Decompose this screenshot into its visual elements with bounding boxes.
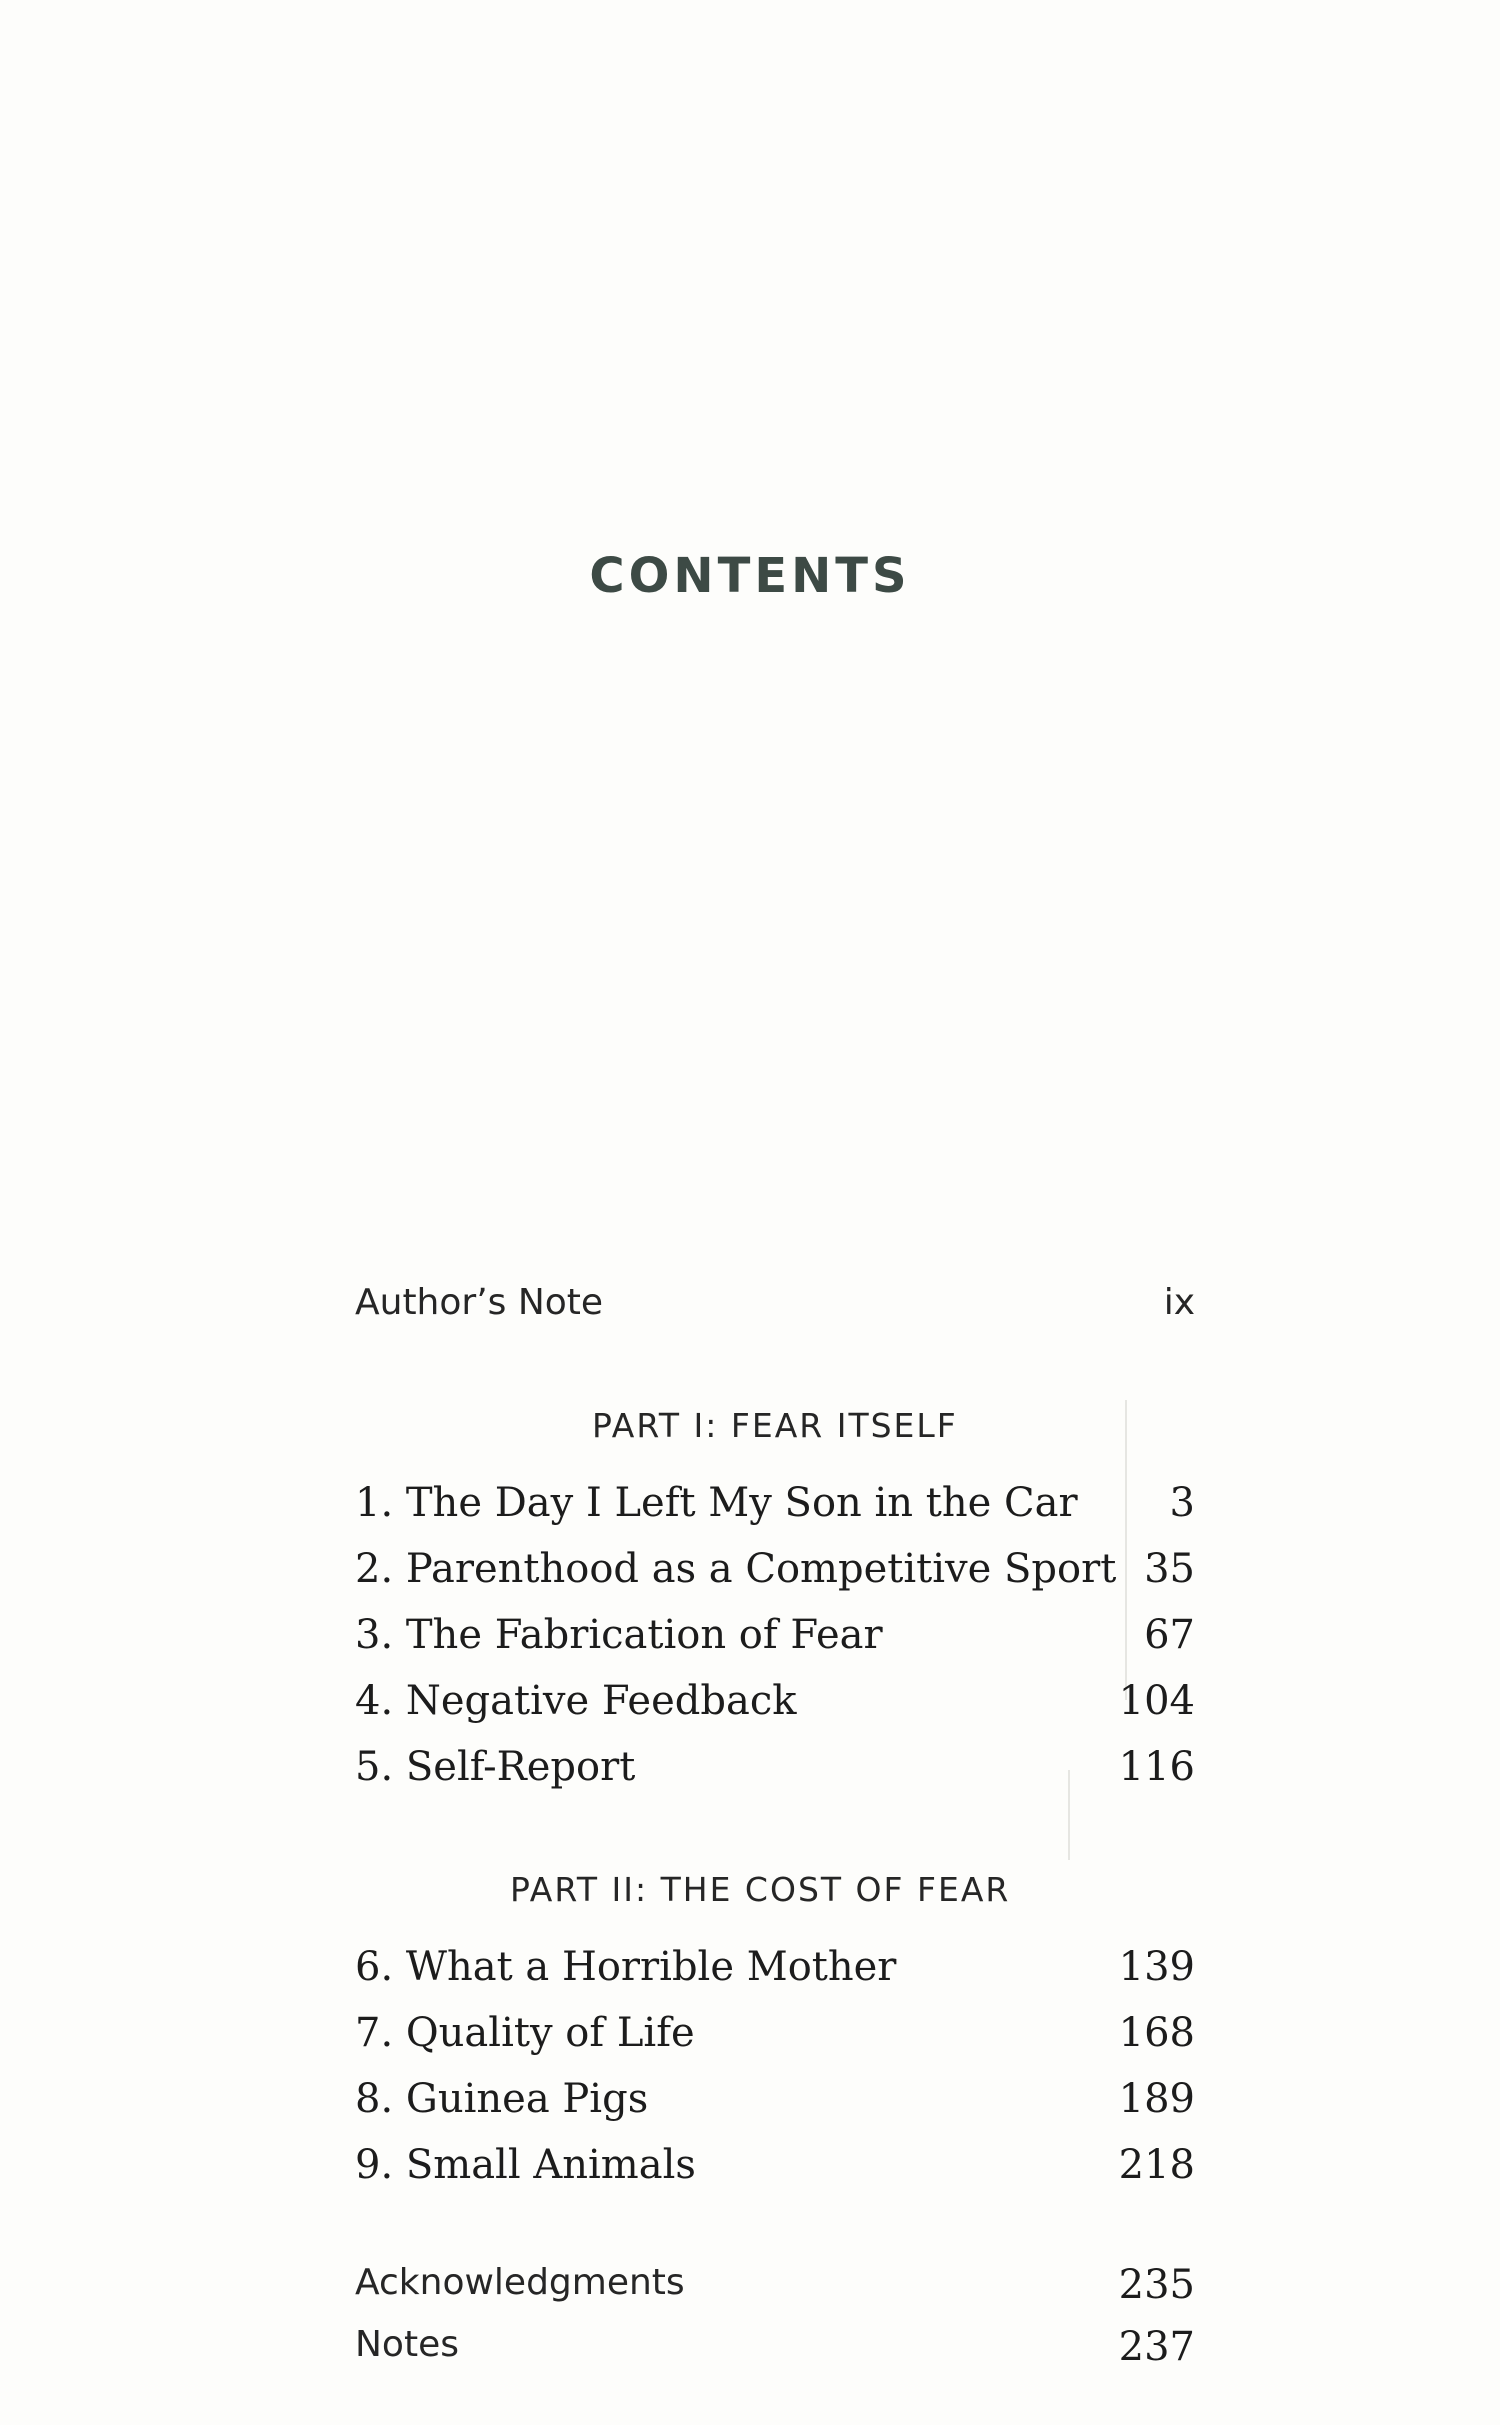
toc-entry-label: Acknowledgments — [355, 2262, 685, 2303]
toc-entry-page: ix — [1163, 1282, 1195, 1323]
toc-entry-page: 168 — [1118, 2010, 1195, 2056]
toc-entry-label: 6. What a Horrible Mother — [355, 1944, 897, 1990]
toc-entry-chapter-2[interactable] — [355, 1546, 1195, 1606]
toc-entry-label: Author’s Note — [355, 1282, 604, 1323]
toc-entry-chapter-8[interactable] — [355, 2076, 1195, 2136]
toc-entry-label: 7. Quality of Life — [355, 2010, 695, 2056]
toc-entry-notes[interactable] — [355, 2324, 1195, 2384]
toc-entry-label: 9. Small Animals — [355, 2142, 696, 2188]
toc-entry-page: 35 — [1144, 1546, 1195, 1592]
toc-entry-page: 104 — [1118, 1678, 1195, 1724]
toc-entry-page: 189 — [1118, 2076, 1195, 2122]
page-title: CONTENTS — [589, 548, 911, 604]
toc-entry-page: 139 — [1118, 1944, 1195, 1990]
toc-entry-acknowledgments[interactable] — [355, 2262, 1195, 2322]
toc-entry-page: 67 — [1144, 1612, 1195, 1658]
toc-entry-chapter-4[interactable] — [355, 1678, 1195, 1738]
toc-entry-page: 116 — [1118, 1744, 1195, 1790]
part-heading-1: PART I: FEAR ITSELF — [592, 1406, 958, 1445]
toc-entry-page: 3 — [1169, 1480, 1195, 1526]
toc-entry-chapter-1[interactable] — [355, 1480, 1195, 1540]
toc-entry-page: 235 — [1118, 2262, 1195, 2308]
toc-entry-label: Notes — [355, 2324, 459, 2365]
toc-entry-label: 2. Parenthood as a Competitive Sport — [355, 1546, 1117, 1592]
toc-entry-chapter-6[interactable] — [355, 1944, 1195, 2004]
toc-entry-authors-note[interactable] — [355, 1282, 1195, 1342]
toc-entry-label: 5. Self-Report — [355, 1744, 636, 1790]
toc-entry-page: 218 — [1118, 2142, 1195, 2188]
part-heading-2: PART II: THE COST OF FEAR — [510, 1870, 1011, 1909]
toc-entry-chapter-9[interactable] — [355, 2142, 1195, 2202]
toc-entry-chapter-5[interactable] — [355, 1744, 1195, 1804]
toc-entry-chapter-7[interactable] — [355, 2010, 1195, 2070]
toc-entry-label: 3. The Fabrication of Fear — [355, 1612, 883, 1658]
toc-entry-label: 1. The Day I Left My Son in the Car — [355, 1480, 1078, 1526]
toc-entry-chapter-3[interactable] — [355, 1612, 1195, 1672]
toc-entry-page: 237 — [1118, 2324, 1195, 2370]
toc-entry-label: 8. Guinea Pigs — [355, 2076, 649, 2122]
toc-entry-label: 4. Negative Feedback — [355, 1678, 797, 1724]
